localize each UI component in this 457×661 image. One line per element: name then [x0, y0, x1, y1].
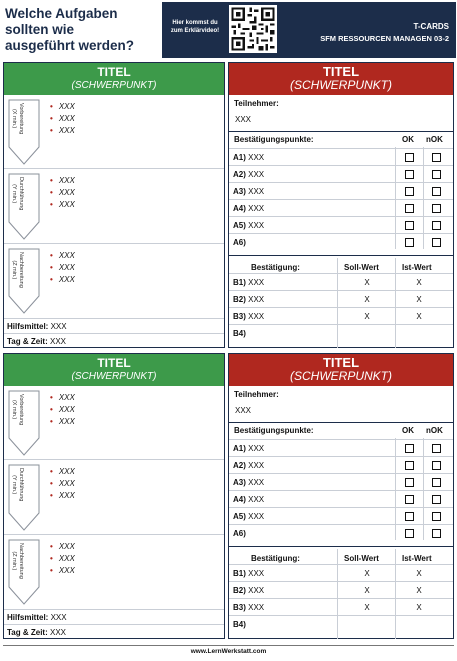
list-item: • XXX	[50, 479, 75, 488]
nok-checkbox[interactable]	[432, 204, 441, 213]
nok-checkbox[interactable]	[432, 461, 441, 470]
phase-duration: (X min.)	[11, 399, 17, 420]
checkpoint-value: XXX	[248, 478, 265, 487]
list-item: • XXX	[50, 542, 75, 551]
participants-value: XXX	[235, 406, 252, 415]
phase-duration: (Y min.)	[11, 184, 17, 204]
verification-value: XXX	[248, 586, 265, 595]
header-question-line: Welche Aufgaben	[5, 6, 118, 21]
phase-items	[50, 466, 75, 502]
target-value: X	[364, 278, 370, 287]
header-question	[5, 6, 134, 54]
phase-preparation	[4, 386, 224, 460]
checkpoint-id: A2)	[233, 170, 246, 179]
verification-id: B4)	[233, 620, 246, 629]
checkpoint-row	[229, 199, 453, 216]
phase-execution	[4, 460, 224, 535]
phase-execution	[4, 169, 224, 244]
checkpoint-value: XXX	[248, 461, 265, 470]
phase-duration: (Y min.)	[11, 475, 17, 495]
divider	[229, 422, 453, 423]
nok-checkbox[interactable]	[432, 495, 441, 504]
nok-checkbox[interactable]	[432, 478, 441, 487]
actual-value: X	[416, 278, 422, 287]
header-question-line: sollten wie	[5, 22, 75, 37]
task-card-title: TITEL	[97, 356, 131, 370]
list-item: • XXX	[50, 554, 75, 563]
confirmation-card-header	[229, 63, 453, 95]
list-item-text: XXX	[58, 188, 75, 197]
checkpoint-id: A5)	[233, 512, 246, 521]
aids-label: Hilfsmittel:	[7, 613, 49, 622]
datetime-row	[4, 333, 224, 348]
actual-value-header: Ist-Wert	[402, 554, 432, 563]
phase-name: Vorbereitung	[18, 394, 24, 426]
arrow-down-icon	[8, 539, 40, 605]
verification-value: XXX	[248, 603, 265, 612]
confirmation-card	[228, 353, 454, 639]
phase-label	[10, 103, 24, 134]
task-card-header	[4, 63, 224, 95]
checkpoint-id: A3)	[233, 478, 246, 487]
ok-checkbox[interactable]	[405, 495, 414, 504]
target-value-header: Soll-Wert	[344, 263, 379, 272]
ok-checkbox[interactable]	[405, 221, 414, 230]
checkpoint-id: A2)	[233, 461, 246, 470]
checkpoint-value: XXX	[248, 512, 265, 521]
confirmation-card-subtitle: (SCHWERPUNKT)	[290, 78, 392, 92]
target-value: X	[364, 295, 370, 304]
aids-label: Hilfsmittel:	[7, 322, 49, 331]
video-hint-line: zum Erklärvideo!	[170, 28, 220, 34]
checkpoint-value: XXX	[248, 221, 265, 230]
actual-value: X	[416, 603, 422, 612]
datetime-row	[4, 624, 224, 639]
checkpoint-value: XXX	[248, 187, 265, 196]
list-item-text: XXX	[58, 479, 75, 488]
checkpoint-value: XXX	[248, 204, 265, 213]
phase-duration: (X min.)	[11, 108, 17, 129]
website-link[interactable]: www.LernWerkstatt.com	[190, 648, 267, 655]
ok-checkbox[interactable]	[405, 461, 414, 470]
phase-items	[50, 250, 75, 286]
phase-items	[50, 541, 75, 577]
list-item-text: XXX	[58, 126, 75, 135]
actual-value: X	[416, 295, 422, 304]
actual-value: X	[416, 312, 422, 321]
arrow-down-icon	[8, 99, 40, 165]
ok-checkbox[interactable]	[405, 170, 414, 179]
header	[0, 0, 457, 60]
divider	[3, 645, 454, 646]
list-item: • XXX	[50, 491, 75, 500]
ok-column-header: OK	[402, 135, 414, 144]
phase-label	[10, 177, 24, 210]
participants-label: Teilnehmer:	[234, 390, 279, 399]
checkpoint-row	[229, 456, 453, 473]
qr-code-icon[interactable]	[229, 5, 277, 53]
task-card-title: TITEL	[97, 65, 131, 79]
checkpoint-row	[229, 148, 453, 165]
t-card-bottom	[3, 353, 454, 639]
list-item-text: XXX	[58, 554, 75, 563]
list-item: • XXX	[50, 467, 75, 476]
aids-value: XXX	[50, 322, 67, 331]
actual-value-header: Ist-Wert	[402, 263, 432, 272]
list-item: • XXX	[50, 102, 75, 111]
phase-items	[50, 392, 75, 428]
ok-checkbox[interactable]	[405, 238, 414, 247]
checkpoint-row	[229, 439, 453, 456]
task-card-header	[4, 354, 224, 386]
list-item: • XXX	[50, 405, 75, 414]
list-item: • XXX	[50, 263, 75, 272]
checkpoint-row	[229, 524, 453, 541]
arrow-down-icon	[8, 173, 40, 240]
verification-row	[229, 324, 453, 347]
list-item-text: XXX	[58, 263, 75, 272]
verification-id: B4)	[233, 329, 246, 338]
list-item: • XXX	[50, 251, 75, 260]
ok-checkbox[interactable]	[405, 153, 414, 162]
datetime-label: Tag & Zeit:	[7, 337, 48, 346]
confirmation-card-subtitle: (SCHWERPUNKT)	[290, 369, 392, 383]
arrow-down-icon	[8, 248, 40, 314]
list-item: • XXX	[50, 126, 75, 135]
verification-row	[229, 273, 453, 290]
verification-row	[229, 290, 453, 307]
verification-value: XXX	[248, 312, 265, 321]
nok-checkbox[interactable]	[432, 529, 441, 538]
ok-checkbox[interactable]	[405, 204, 414, 213]
verification-value: XXX	[248, 278, 265, 287]
nok-checkbox[interactable]	[432, 444, 441, 453]
nok-column-header: nOK	[426, 426, 443, 435]
checkpoint-row	[229, 233, 453, 250]
header-subtitle: SFM RESSOURCEN MANAGEN 03-2	[320, 34, 449, 43]
verification-row	[229, 307, 453, 324]
list-item: • XXX	[50, 393, 75, 402]
divider	[229, 546, 453, 547]
phase-name: Nachbereitung	[18, 543, 24, 579]
datetime-label: Tag & Zeit:	[7, 628, 48, 637]
phase-label	[10, 468, 24, 501]
checkpoint-id: A6)	[233, 529, 246, 538]
phase-items	[50, 101, 75, 137]
task-card-subtitle: (SCHWERPUNKT)	[71, 80, 157, 91]
checkpoint-value: XXX	[248, 153, 265, 162]
list-item-text: XXX	[58, 114, 75, 123]
list-item: • XXX	[50, 417, 75, 426]
list-item: • XXX	[50, 275, 75, 284]
checkpoints-label: Bestätigungspunkte:	[234, 426, 314, 435]
nok-checkbox[interactable]	[432, 187, 441, 196]
list-item-text: XXX	[58, 491, 75, 500]
checkpoint-value: XXX	[248, 170, 265, 179]
checkpoint-id: A4)	[233, 495, 246, 504]
verification-label: Bestätigung:	[251, 554, 300, 563]
header-title: T-CARDS	[413, 22, 449, 31]
checkpoint-row	[229, 490, 453, 507]
nok-checkbox[interactable]	[432, 170, 441, 179]
task-card	[3, 353, 225, 639]
arrow-down-icon	[8, 464, 40, 531]
checkpoint-row	[229, 216, 453, 233]
list-item-text: XXX	[58, 566, 75, 575]
actual-value: X	[416, 569, 422, 578]
verification-row	[229, 615, 453, 638]
participants-label: Teilnehmer:	[234, 99, 279, 108]
phase-items	[50, 175, 75, 211]
phase-duration: (Z min.)	[11, 260, 17, 280]
aids-row	[4, 318, 224, 333]
phase-name: Vorbereitung	[18, 103, 24, 135]
participants-value: XXX	[235, 115, 252, 124]
checkpoint-value: XXX	[248, 495, 265, 504]
list-item-text: XXX	[58, 417, 75, 426]
verification-id: B3)	[233, 603, 246, 612]
t-card-top	[3, 62, 454, 348]
list-item-text: XXX	[58, 467, 75, 476]
nok-checkbox[interactable]	[432, 238, 441, 247]
nok-checkbox[interactable]	[432, 221, 441, 230]
list-item-text: XXX	[58, 393, 75, 402]
list-item-text: XXX	[58, 200, 75, 209]
checkpoint-id: A1)	[233, 153, 246, 162]
aids-value: XXX	[50, 613, 67, 622]
checkpoints-label: Bestätigungspunkte:	[234, 135, 314, 144]
verification-row	[229, 581, 453, 598]
datetime-value: XXX	[49, 337, 66, 346]
verification-id: B1)	[233, 278, 246, 287]
verification-id: B3)	[233, 312, 246, 321]
list-item-text: XXX	[58, 176, 75, 185]
divider	[229, 255, 453, 256]
confirmation-card-header	[229, 354, 453, 386]
target-value: X	[364, 586, 370, 595]
list-item: • XXX	[50, 188, 75, 197]
phase-duration: (Z min.)	[11, 551, 17, 571]
confirmation-card-title: TITEL	[322, 64, 360, 79]
checkpoint-row	[229, 182, 453, 199]
phase-label	[10, 543, 24, 579]
ok-column-header: OK	[402, 426, 414, 435]
aids-row	[4, 609, 224, 624]
header-question-line: ausgeführt werden?	[5, 38, 135, 53]
ok-checkbox[interactable]	[405, 187, 414, 196]
list-item-text: XXX	[58, 542, 75, 551]
verification-value: XXX	[248, 295, 265, 304]
list-item-text: XXX	[58, 251, 75, 260]
divider	[229, 131, 453, 132]
list-item: • XXX	[50, 200, 75, 209]
target-value-header: Soll-Wert	[344, 554, 379, 563]
checkpoint-value: XXX	[248, 444, 265, 453]
ok-checkbox[interactable]	[405, 478, 414, 487]
checkpoint-id: A5)	[233, 221, 246, 230]
phase-label	[10, 394, 24, 425]
list-item-text: XXX	[58, 405, 75, 414]
nok-checkbox[interactable]	[432, 512, 441, 521]
verification-id: B2)	[233, 295, 246, 304]
target-value: X	[364, 569, 370, 578]
target-value: X	[364, 603, 370, 612]
video-hint	[164, 19, 226, 35]
nok-column-header: nOK	[426, 135, 443, 144]
task-card	[3, 62, 225, 348]
phase-preparation	[4, 95, 224, 169]
phase-label	[10, 252, 24, 288]
phase-name: Durchführung	[18, 177, 24, 211]
checkpoint-row	[229, 507, 453, 524]
arrow-down-icon	[8, 390, 40, 456]
list-item-text: XXX	[58, 102, 75, 111]
target-value: X	[364, 312, 370, 321]
phase-name: Nachbereitung	[18, 252, 24, 288]
datetime-value: XXX	[49, 628, 66, 637]
ok-checkbox[interactable]	[405, 444, 414, 453]
ok-checkbox[interactable]	[405, 529, 414, 538]
task-card-subtitle: (SCHWERPUNKT)	[71, 371, 157, 382]
checkpoint-row	[229, 165, 453, 182]
checkpoint-id: A1)	[233, 444, 246, 453]
checkpoint-row	[229, 473, 453, 490]
checkpoint-id: A6)	[233, 238, 246, 247]
checkpoint-id: A3)	[233, 187, 246, 196]
verification-label: Bestätigung:	[251, 263, 300, 272]
ok-checkbox[interactable]	[405, 512, 414, 521]
phase-name: Durchführung	[18, 468, 24, 502]
verification-id: B1)	[233, 569, 246, 578]
verification-row	[229, 598, 453, 615]
verification-row	[229, 564, 453, 581]
checkpoint-id: A4)	[233, 204, 246, 213]
confirmation-card	[228, 62, 454, 348]
phase-followup	[4, 535, 224, 609]
list-item: • XXX	[50, 176, 75, 185]
list-item: • XXX	[50, 566, 75, 575]
phase-followup	[4, 244, 224, 318]
verification-id: B2)	[233, 586, 246, 595]
list-item-text: XXX	[58, 275, 75, 284]
confirmation-card-title: TITEL	[322, 355, 360, 370]
actual-value: X	[416, 586, 422, 595]
video-hint-line: Hier kommst du	[172, 20, 218, 26]
list-item: • XXX	[50, 114, 75, 123]
nok-checkbox[interactable]	[432, 153, 441, 162]
verification-value: XXX	[248, 569, 265, 578]
